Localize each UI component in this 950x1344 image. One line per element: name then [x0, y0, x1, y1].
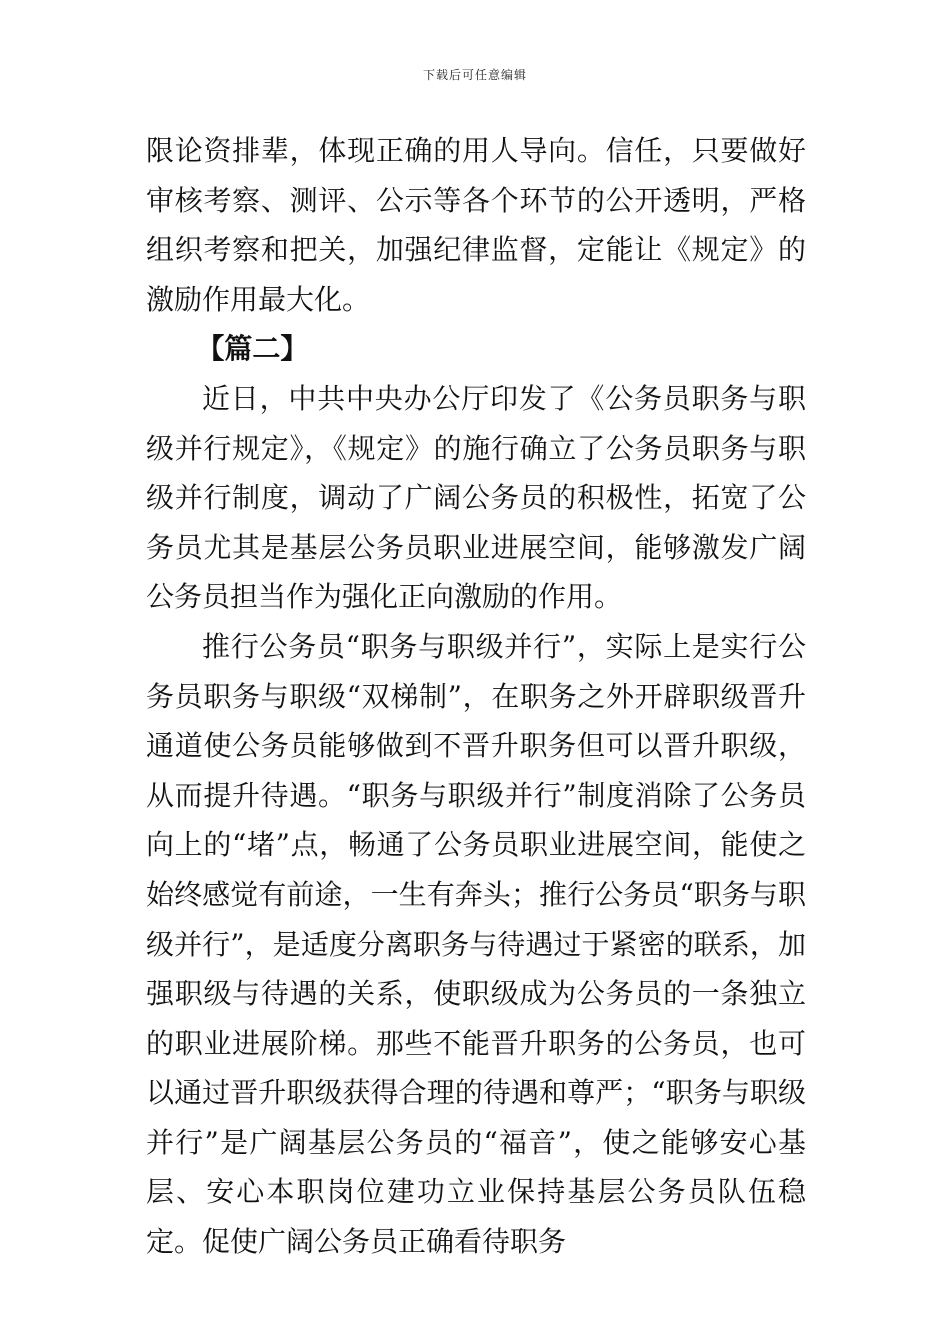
paragraph-main: 推行公务员“职务与职级并行”，实际上是实行公务员职务与职级“双梯制”，在职务之外开辟职级晋升通道使公务员能够做到不晋升职务但可以晋升职级，从而提升待遇。“职务与职级并行”制度消除了公务员向上的“堵”点，畅通了公务员职业进展空间，能使之始终感觉有前途，一生有奔头；推行公务员“职务与职级并行”，是适度分离职务与待遇过于紧密的联系，加强职级与待遇的关系，使职级成为公务员的一条独立的职业进展阶梯。那些不能晋升职务的公务员，也可以通过晋升职级获得合理的待遇和尊严；“职务与职级并行”是广阔基层公务员的“福音”，使之能够安心基层、安心本职岗位建功立业保持基层公务员队伍稳定。促使广阔公务员正确看待职务 [146, 629, 806, 1259]
paragraph-intro: 近日，中共中央办公厅印发了《公务员职务与职级并行规定》，《规定》的施行确立了公务员职务与职级并行制度，调动了广阔公务员的积极性，拓宽了公务员尤其是基层公务员职业进展空间，能够激发广阔公务员担当作为强化正向激励的作用。 [146, 381, 806, 614]
document-body [146, 126, 806, 1267]
section-title: 【篇二】 [196, 332, 309, 366]
paragraph-continued: 限论资排辈，体现正确的用人导向。信任，只要做好审核考察、测评、公示等各个环节的公开透明，严格组织考察和把关，加强纪律监督，定能让《规定》的激励作用最大化。 [146, 134, 806, 316]
page-header: 下载后可任意编辑 [422, 68, 527, 82]
